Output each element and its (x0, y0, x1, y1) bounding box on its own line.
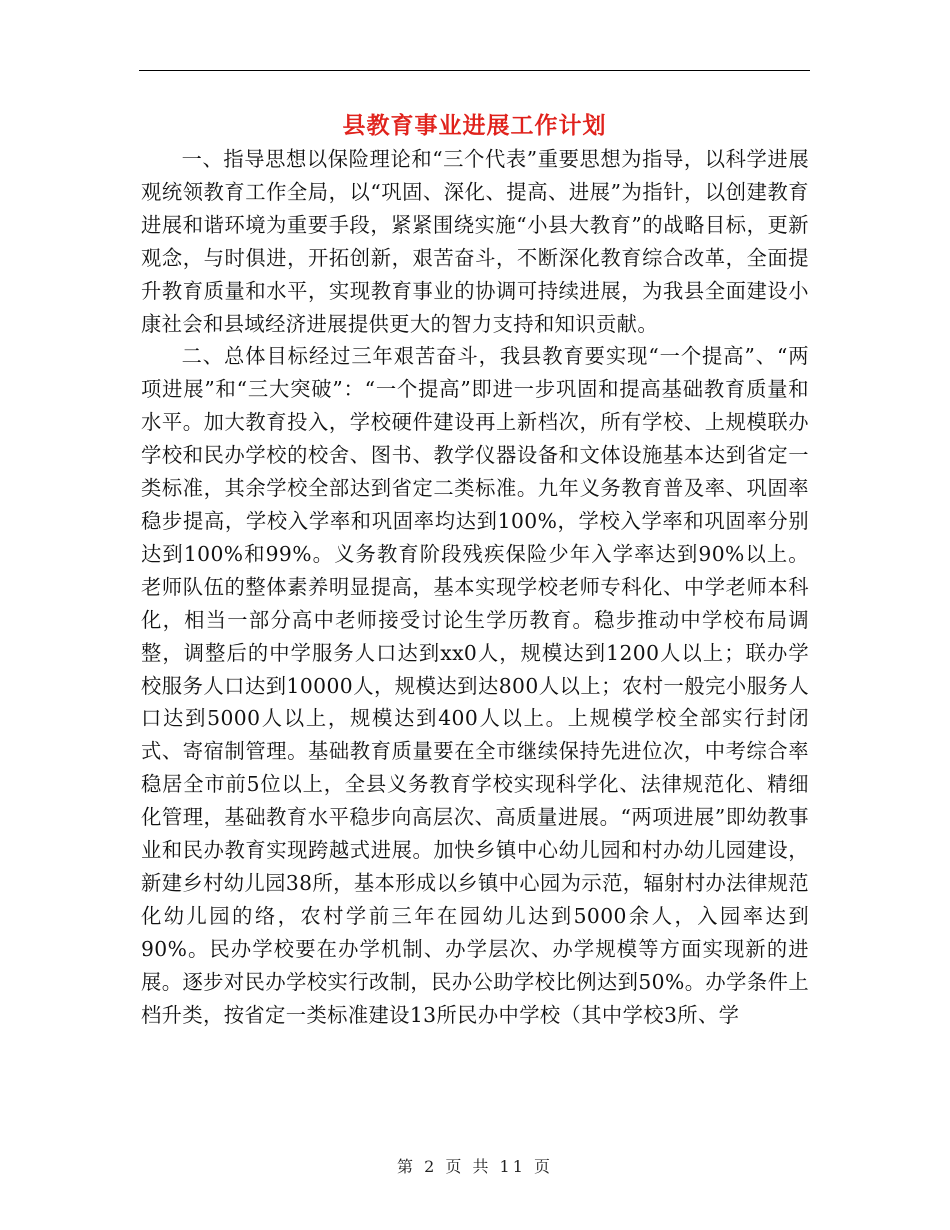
document-title: 县教育事业进展工作计划 (342, 113, 607, 139)
header-rule (139, 70, 810, 71)
paragraph-overall-goals: 二、总体目标经过三年艰苦奋斗，我县教育要实现“一个提高”、“两项进展”和“三大突破”：“一个提高”即进一步巩固和提高基础教育质量和水平。加大教育投入，学校硬件建设再上新档次，所有学校、上规模联办学校和民办学校的校舍、图书、教学仪器设备和文体设施基本达到省定一类标准，其余学校全部达到省定二类标准。九年义务教育普及率、巩固率稳步提高，学校入学率和巩固率均达到100%，学校入学率和巩固率分别达到100%和99%。义务教育阶段残疾保险少年入学率达到90%以上。老师队伍的整体素养明显提高，基本实现学校老师专科化、中学老师本科化，相当一部分高中老师接受讨论生学历教育。稳步推动中学校布局调整，调整后的中学服务人口达到xx0人，规模达到1200人以上；联办学校服务人口达到10000人，规模达到达800人以上；农村一般完小服务人口达到5000人以上，规模达到400人以上。上规模学校全部实行封闭式、寄宿制管理。基础教育质量要在全市继续保持先进位次，中考综合率稳居全市前5位以上，全县义务教育学校实现科学化、法律规范化、精细化管理，基础教育水平稳步向高层次、高质量进展。“两项进展”即幼教事业和民办教育实现跨越式进展。加快乡镇中心幼儿园和村办幼儿园建设，新建乡村幼儿园38所，基本形成以乡镇中心园为示范，辐射村办法律规范化幼儿园的络，农村学前三年在园幼儿达到5000余人，入园率达到90%。民办学校要在办学机制、办学层次、办学规模等方面实现新的进展。逐步对民办学校实行改制，民办公助学校比例达到50%。办学条件上档升类，按省定一类标准建设13所民办中学校（其中学校3所、学 (141, 344, 809, 1027)
document-body (141, 143, 809, 1031)
paragraph-guiding-ideology: 一、指导思想以保险理论和“三个代表”重要思想为指导，以科学进展观统领教育工作全局，以“巩固、深化、提高、进展”为指针，以创建教育进展和谐环境为重要手段，紧紧围绕实施“小县大教育”的战略目标，更新观念，与时俱进，开拓创新，艰苦奋斗，不断深化教育综合改革，全面提升教育质量和水平，实现教育事业的协调可持续进展，为我县全面建设小康社会和县域经济进展提供更大的智力支持和知识贡献。 (141, 147, 809, 336)
page-number-footer: 第 2 页 共 11 页 (397, 1157, 553, 1176)
